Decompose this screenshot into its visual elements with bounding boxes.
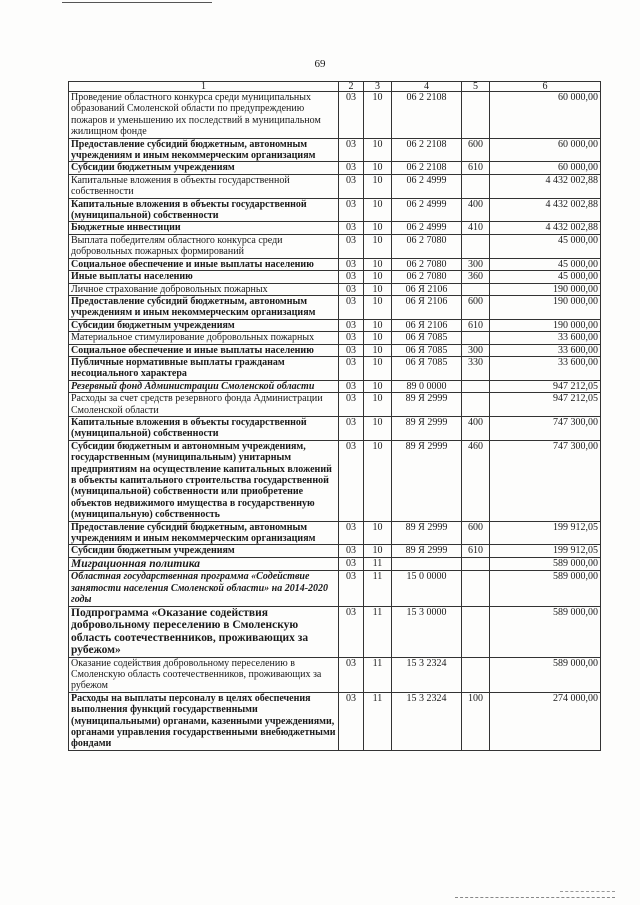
row-section: 03 bbox=[339, 92, 364, 139]
row-expense-type: 410 bbox=[462, 222, 490, 234]
column-header: 3 bbox=[364, 82, 392, 92]
table-row bbox=[69, 545, 601, 557]
row-section: 03 bbox=[339, 271, 364, 283]
row-amount: 4 432 002,88 bbox=[490, 222, 601, 234]
row-target-article: 89 Я 2999 bbox=[392, 440, 462, 521]
row-target-article: 89 0 0000 bbox=[392, 380, 462, 392]
row-section: 03 bbox=[339, 198, 364, 222]
table-row bbox=[69, 283, 601, 295]
row-amount: 274 000,00 bbox=[490, 692, 601, 750]
row-expense-type: 610 bbox=[462, 545, 490, 557]
row-expense-type: 610 bbox=[462, 162, 490, 174]
row-subsection: 10 bbox=[364, 198, 392, 222]
row-name: Личное страхование добровольных пожарных bbox=[69, 283, 339, 295]
table-row bbox=[69, 319, 601, 331]
row-subsection: 10 bbox=[364, 440, 392, 521]
table-row bbox=[69, 416, 601, 440]
scan-artifact bbox=[560, 891, 615, 893]
row-section: 03 bbox=[339, 571, 364, 606]
row-section: 03 bbox=[339, 393, 364, 417]
row-expense-type bbox=[462, 283, 490, 295]
page-number: 69 bbox=[314, 58, 326, 70]
table-row bbox=[69, 344, 601, 356]
row-name: Капитальные вложения в объекты государственной (муниципальной) собственности bbox=[69, 198, 339, 222]
row-expense-type bbox=[462, 92, 490, 139]
row-name: Социальное обеспечение и иные выплаты населению bbox=[69, 344, 339, 356]
column-header: 1 bbox=[69, 82, 339, 92]
row-name: Субсидии бюджетным учреждениям bbox=[69, 319, 339, 331]
row-section: 03 bbox=[339, 356, 364, 380]
row-section: 03 bbox=[339, 657, 364, 692]
row-amount: 45 000,00 bbox=[490, 234, 601, 258]
row-target-article: 89 Я 2999 bbox=[392, 393, 462, 417]
table-row bbox=[69, 440, 601, 521]
row-target-article: 06 Я 2106 bbox=[392, 319, 462, 331]
row-name: Выплата победителям областного конкурса среди добровольных пожарных формирований bbox=[69, 234, 339, 258]
row-name: Предоставление субсидий бюджетным, автономным учреждениям и иным некоммерческим организациям bbox=[69, 295, 339, 319]
row-section: 03 bbox=[339, 222, 364, 234]
row-target-article: 06 Я 7085 bbox=[392, 356, 462, 380]
row-target-article: 06 Я 2106 bbox=[392, 283, 462, 295]
row-expense-type bbox=[462, 234, 490, 258]
table-row bbox=[69, 692, 601, 750]
column-header: 5 bbox=[462, 82, 490, 92]
row-target-article: 89 Я 2999 bbox=[392, 416, 462, 440]
row-subsection: 10 bbox=[364, 521, 392, 545]
row-expense-type: 330 bbox=[462, 356, 490, 380]
row-expense-type: 600 bbox=[462, 295, 490, 319]
row-expense-type bbox=[462, 557, 490, 571]
row-name: Капитальные вложения в объекты государственной собственности bbox=[69, 174, 339, 198]
row-target-article: 06 2 4999 bbox=[392, 174, 462, 198]
row-target-article: 06 Я 7085 bbox=[392, 332, 462, 344]
row-expense-type bbox=[462, 380, 490, 392]
row-amount: 190 000,00 bbox=[490, 283, 601, 295]
row-amount: 45 000,00 bbox=[490, 258, 601, 270]
row-section: 03 bbox=[339, 416, 364, 440]
column-header: 2 bbox=[339, 82, 364, 92]
row-section: 03 bbox=[339, 344, 364, 356]
row-subsection: 10 bbox=[364, 356, 392, 380]
row-subsection: 10 bbox=[364, 344, 392, 356]
row-subsection: 11 bbox=[364, 571, 392, 606]
table-row bbox=[69, 332, 601, 344]
row-amount: 60 000,00 bbox=[490, 162, 601, 174]
row-amount: 199 912,05 bbox=[490, 545, 601, 557]
table-row bbox=[69, 162, 601, 174]
row-expense-type: 600 bbox=[462, 521, 490, 545]
row-expense-type: 610 bbox=[462, 319, 490, 331]
row-amount: 589 000,00 bbox=[490, 557, 601, 571]
row-name: Субсидии бюджетным учреждениям bbox=[69, 545, 339, 557]
row-amount: 45 000,00 bbox=[490, 271, 601, 283]
row-section: 03 bbox=[339, 283, 364, 295]
row-subsection: 10 bbox=[364, 545, 392, 557]
row-subsection: 10 bbox=[364, 234, 392, 258]
row-amount: 33 600,00 bbox=[490, 332, 601, 344]
table-row bbox=[69, 657, 601, 692]
row-subsection: 11 bbox=[364, 692, 392, 750]
row-target-article: 06 Я 7085 bbox=[392, 344, 462, 356]
row-amount: 4 432 002,88 bbox=[490, 198, 601, 222]
row-expense-type bbox=[462, 657, 490, 692]
row-section: 03 bbox=[339, 521, 364, 545]
table-row bbox=[69, 174, 601, 198]
row-expense-type bbox=[462, 571, 490, 606]
top-rule bbox=[62, 2, 212, 3]
row-section: 03 bbox=[339, 162, 364, 174]
row-name: Миграционная политика bbox=[69, 557, 339, 571]
row-name: Капитальные вложения в объекты государственной (муниципальной) собственности bbox=[69, 416, 339, 440]
row-name: Проведение областного конкурса среди муниципальных образований Смоленской области по предупреждению пожаров и уменьшению их последствий в муниципальном жилищном фонде bbox=[69, 92, 339, 139]
row-amount: 199 912,05 bbox=[490, 521, 601, 545]
row-target-article: 06 2 2108 bbox=[392, 92, 462, 139]
row-subsection: 10 bbox=[364, 416, 392, 440]
row-expense-type: 100 bbox=[462, 692, 490, 750]
row-name: Подпрограмма «Оказание содействия добровольному переселению в Смоленскую область соотечественников, проживающих за рубежом» bbox=[69, 606, 339, 657]
table-row bbox=[69, 258, 601, 270]
row-amount: 589 000,00 bbox=[490, 571, 601, 606]
row-subsection: 10 bbox=[364, 222, 392, 234]
column-header: 6 bbox=[490, 82, 601, 92]
row-name: Материальное стимулирование добровольных пожарных bbox=[69, 332, 339, 344]
row-amount: 589 000,00 bbox=[490, 657, 601, 692]
table-row bbox=[69, 198, 601, 222]
row-section: 03 bbox=[339, 557, 364, 571]
row-subsection: 10 bbox=[364, 393, 392, 417]
row-name: Бюджетные инвестиции bbox=[69, 222, 339, 234]
row-expense-type bbox=[462, 393, 490, 417]
table-row bbox=[69, 606, 601, 657]
row-name: Социальное обеспечение и иные выплаты населению bbox=[69, 258, 339, 270]
row-subsection: 10 bbox=[364, 258, 392, 270]
row-expense-type: 300 bbox=[462, 258, 490, 270]
row-name: Расходы за счет средств резервного фонда Администрации Смоленской области bbox=[69, 393, 339, 417]
row-subsection: 10 bbox=[364, 319, 392, 331]
row-name: Субсидии бюджетным и автономным учреждениям, государственным (муниципальным) унитарным предприятиям на осуществление капитальных вложений в объекты капитального строительства государственной (муниципальной) собственности или приобретение объектов недвижимого имущества в государственную (муниципальную) собственность bbox=[69, 440, 339, 521]
scan-artifact bbox=[455, 897, 615, 899]
row-name: Предоставление субсидий бюджетным, автономным учреждениям и иным некоммерческим организациям bbox=[69, 138, 339, 162]
row-name: Оказание содействия добровольному переселению в Смоленскую область соотечественников, проживающих за рубежом bbox=[69, 657, 339, 692]
table-row bbox=[69, 380, 601, 392]
row-name: Резервный фонд Администрации Смоленской области bbox=[69, 380, 339, 392]
row-subsection: 10 bbox=[364, 380, 392, 392]
row-target-article: 15 3 2324 bbox=[392, 692, 462, 750]
row-target-article: 89 Я 2999 bbox=[392, 545, 462, 557]
row-subsection: 11 bbox=[364, 606, 392, 657]
row-target-article bbox=[392, 557, 462, 571]
table-row bbox=[69, 138, 601, 162]
table-row bbox=[69, 92, 601, 139]
row-subsection: 10 bbox=[364, 283, 392, 295]
row-expense-type: 300 bbox=[462, 344, 490, 356]
table-row bbox=[69, 271, 601, 283]
table-row bbox=[69, 356, 601, 380]
table-row bbox=[69, 393, 601, 417]
row-amount: 33 600,00 bbox=[490, 356, 601, 380]
row-amount: 947 212,05 bbox=[490, 380, 601, 392]
row-expense-type bbox=[462, 174, 490, 198]
row-amount: 33 600,00 bbox=[490, 344, 601, 356]
row-target-article: 06 2 7080 bbox=[392, 271, 462, 283]
row-section: 03 bbox=[339, 692, 364, 750]
row-section: 03 bbox=[339, 138, 364, 162]
table-row bbox=[69, 222, 601, 234]
row-section: 03 bbox=[339, 380, 364, 392]
row-amount: 947 212,05 bbox=[490, 393, 601, 417]
row-name: Иные выплаты населению bbox=[69, 271, 339, 283]
row-amount: 190 000,00 bbox=[490, 319, 601, 331]
row-subsection: 10 bbox=[364, 332, 392, 344]
row-section: 03 bbox=[339, 319, 364, 331]
row-amount: 589 000,00 bbox=[490, 606, 601, 657]
row-expense-type: 400 bbox=[462, 416, 490, 440]
row-section: 03 bbox=[339, 174, 364, 198]
row-target-article: 89 Я 2999 bbox=[392, 521, 462, 545]
row-section: 03 bbox=[339, 332, 364, 344]
row-expense-type: 400 bbox=[462, 198, 490, 222]
row-amount: 60 000,00 bbox=[490, 138, 601, 162]
row-subsection: 11 bbox=[364, 657, 392, 692]
row-target-article: 06 2 4999 bbox=[392, 222, 462, 234]
row-expense-type bbox=[462, 332, 490, 344]
row-amount: 747 300,00 bbox=[490, 440, 601, 521]
row-subsection: 10 bbox=[364, 174, 392, 198]
row-target-article: 06 2 7080 bbox=[392, 234, 462, 258]
row-target-article: 15 3 0000 bbox=[392, 606, 462, 657]
row-target-article: 06 2 2108 bbox=[392, 162, 462, 174]
row-section: 03 bbox=[339, 440, 364, 521]
row-target-article: 15 3 2324 bbox=[392, 657, 462, 692]
row-expense-type: 600 bbox=[462, 138, 490, 162]
row-amount: 60 000,00 bbox=[490, 92, 601, 139]
row-section: 03 bbox=[339, 606, 364, 657]
row-subsection: 10 bbox=[364, 162, 392, 174]
row-target-article: 06 2 7080 bbox=[392, 258, 462, 270]
row-subsection: 10 bbox=[364, 138, 392, 162]
row-section: 03 bbox=[339, 545, 364, 557]
column-header: 4 bbox=[392, 82, 462, 92]
row-expense-type: 360 bbox=[462, 271, 490, 283]
row-section: 03 bbox=[339, 295, 364, 319]
table-row bbox=[69, 521, 601, 545]
row-subsection: 10 bbox=[364, 295, 392, 319]
row-name: Публичные нормативные выплаты гражданам несоциального характера bbox=[69, 356, 339, 380]
row-target-article: 15 0 0000 bbox=[392, 571, 462, 606]
table-row bbox=[69, 234, 601, 258]
table-row bbox=[69, 571, 601, 606]
row-name: Субсидии бюджетным учреждениям bbox=[69, 162, 339, 174]
table-row bbox=[69, 295, 601, 319]
row-target-article: 06 Я 2106 bbox=[392, 295, 462, 319]
row-section: 03 bbox=[339, 234, 364, 258]
row-name: Предоставление субсидий бюджетным, автономным учреждениям и иным некоммерческим организациям bbox=[69, 521, 339, 545]
row-expense-type bbox=[462, 606, 490, 657]
row-name: Областная государственная программа «Содействие занятости населения Смоленской области» на 2014-2020 годы bbox=[69, 571, 339, 606]
table-row bbox=[69, 557, 601, 571]
row-subsection: 10 bbox=[364, 92, 392, 139]
budget-table bbox=[68, 81, 601, 751]
row-section: 03 bbox=[339, 258, 364, 270]
row-amount: 190 000,00 bbox=[490, 295, 601, 319]
row-amount: 4 432 002,88 bbox=[490, 174, 601, 198]
row-amount: 747 300,00 bbox=[490, 416, 601, 440]
row-target-article: 06 2 2108 bbox=[392, 138, 462, 162]
row-target-article: 06 2 4999 bbox=[392, 198, 462, 222]
column-header-row bbox=[69, 82, 601, 92]
row-subsection: 10 bbox=[364, 271, 392, 283]
row-subsection: 11 bbox=[364, 557, 392, 571]
row-expense-type: 460 bbox=[462, 440, 490, 521]
row-name: Расходы на выплаты персоналу в целях обеспечения выполнения функций государственными (муниципальными) органами, казенными учреждениями, органами управления государственными внебюджетными фондами bbox=[69, 692, 339, 750]
